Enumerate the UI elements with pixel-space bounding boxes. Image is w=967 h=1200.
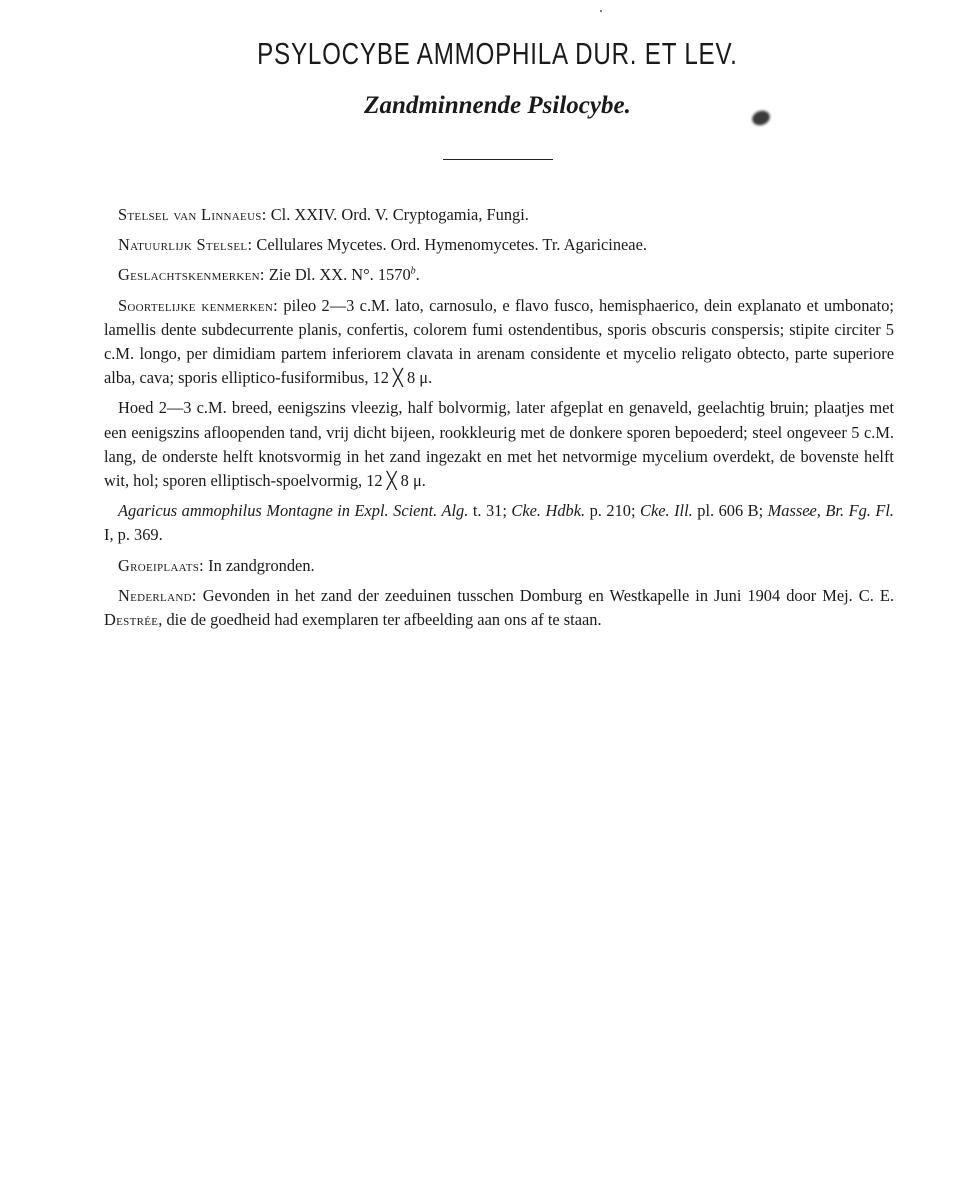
natuurlijk-stelsel-line	[104, 233, 894, 257]
soortelijke-kenmerken-label: Soortelijke kenmerken:	[118, 295, 279, 315]
reference-cke-hdbk: Cke. Hdbk.	[511, 501, 586, 521]
references-paragraph	[104, 499, 894, 547]
reference-cke-ill: Cke. Ill.	[640, 501, 693, 521]
reference-massee-page: I, p. 369.	[104, 525, 163, 545]
groeiplaats-text: In zandgronden.	[208, 555, 315, 575]
natuurlijk-stelsel-text: Cellulares Mycetes. Ord. Hymenomycetes. Tr. Agaricineae.	[256, 235, 647, 255]
hoed-text: Hoed 2—3 c.M. breed, eenigszins vleezig, half bolvormig, later afgeplat en genaveld, geelachtig bruin; plaatjes met een eenigszins afloopenden tand, vrij dicht bijeen, rookkleurig met de donkere sporen bepoederd; steel ongeveer 5 c.M. lang, de onderste helft knotsvormig in het zand ingezakt en met het netvormige mycelium overdekt, de bovenste helft wit, hol; sporen elliptisch-spoelvormig, 12 ╳ 8 μ.	[104, 398, 894, 491]
geslachtskenmerken-text: Zie Dl. XX. N°. 1570	[268, 265, 411, 285]
geslachtskenmerken-label: Geslachtskenmerken:	[118, 265, 265, 285]
nederland-text: Gevonden in het zand der zeeduinen tusschen Domburg en Westkapelle in Juni 1904 door Mej. C. E.	[202, 585, 894, 605]
reference-plate-606: pl. 606 B;	[692, 501, 768, 521]
soortelijke-kenmerken-paragraph	[104, 294, 894, 391]
nederland-collector-name: Destrée	[104, 610, 159, 630]
reference-plate: t. 31;	[468, 501, 512, 521]
page-subtitle: Zandminnende Psilocybe.	[364, 92, 631, 119]
nederland-text-end: , die de goedheid had exemplaren ter afbeelding aan ons af te staan.	[158, 610, 602, 630]
geslachtskenmerken-sup: b	[410, 265, 416, 277]
stelsel-linnaeus-line	[104, 203, 894, 227]
groeiplaats-label: Groeiplaats:	[118, 555, 204, 575]
page-title: PSYLOCYBE AMMOPHILA DUR. ET LEV.	[257, 36, 738, 71]
stelsel-linnaeus-text: Cl. XXIV. Ord. V. Cryptogamia, Fungi.	[270, 205, 529, 224]
geslachtskenmerken-end: .	[415, 265, 420, 285]
groeiplaats-line	[104, 554, 894, 578]
document-body	[104, 203, 894, 638]
reference-massee: Massee, Br. Fg. Fl.	[767, 501, 895, 521]
nederland-paragraph	[104, 584, 894, 632]
reference-agaricus: Agaricus ammophilus Montagne in Expl. Scient. Alg.	[118, 501, 469, 521]
soortelijke-kenmerken-text: pileo 2—3 c.M. lato, carnosulo, e flavo fusco, hemisphaerico, dein explanato et umbonato; lamellis dente subdecurrente planis, confertis, colorem fumi ostendentibus, sporis obscuris conspersis; stipite circiter 5 c.M. longo, per dimidiam partem inferiorem clavata in arenam considente et mycelio religato obtecto, parte superiore alba, cava; sporis elliptico-fusiformibus, 12 ╳ 8 μ.	[104, 295, 894, 388]
title-divider	[443, 159, 553, 160]
nederland-label: Nederland:	[118, 585, 197, 605]
natuurlijk-stelsel-label: Natuurlijk Stelsel:	[118, 235, 253, 255]
hoed-paragraph	[104, 396, 894, 493]
geslachtskenmerken-line	[104, 263, 894, 287]
speck-3	[600, 10, 602, 12]
reference-page: p. 210;	[585, 501, 641, 521]
stelsel-linnaeus-label: Stelsel van Linnaeus:	[118, 205, 267, 224]
